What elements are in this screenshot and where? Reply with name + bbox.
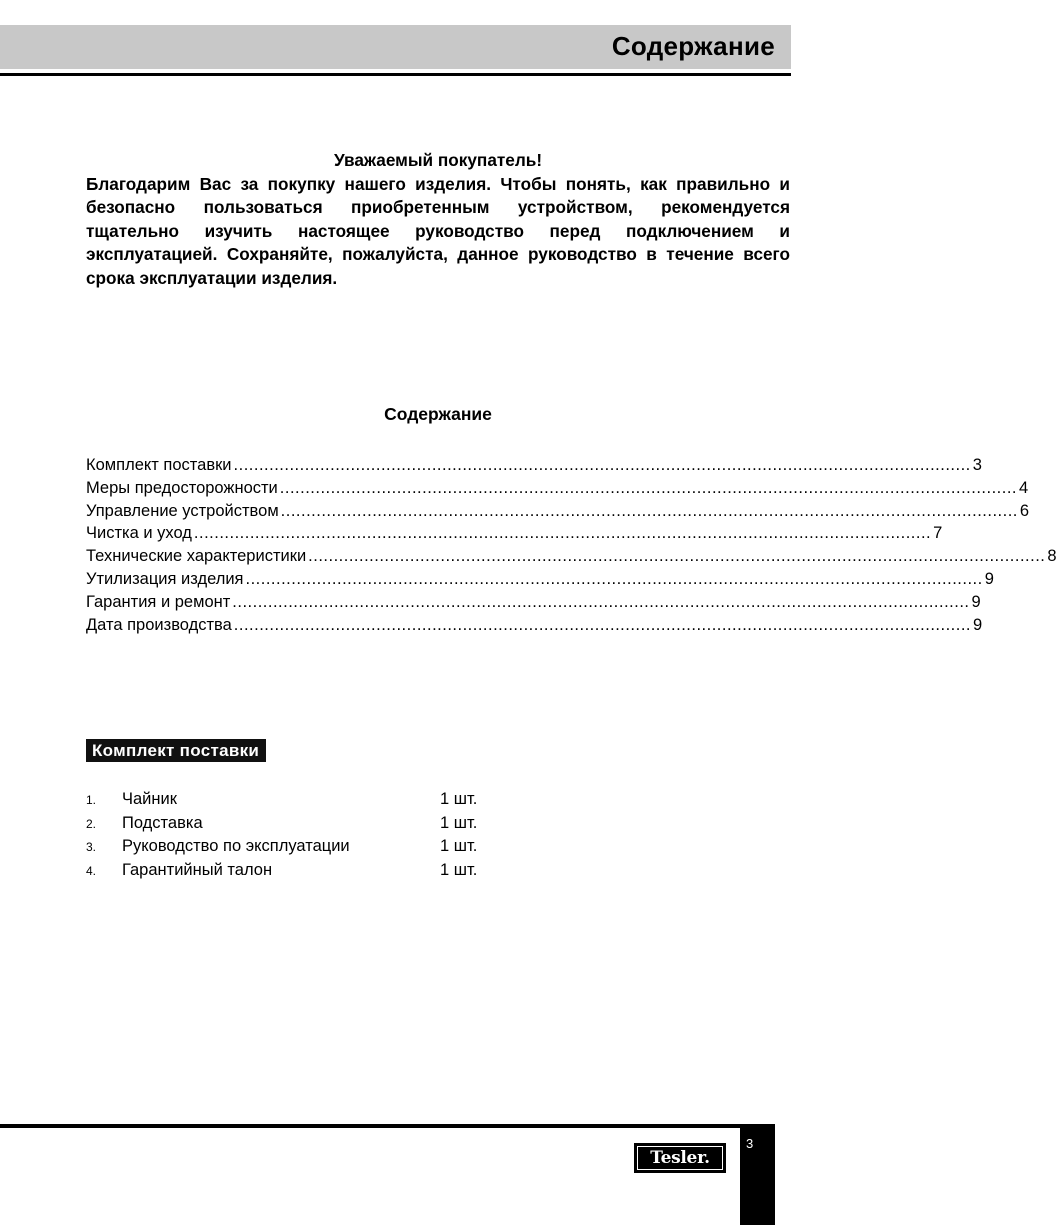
header-divider — [0, 73, 791, 76]
toc-leader-dots: ................................................................................................................................................. — [245, 569, 983, 588]
kit-item-quantity: 1 шт. — [440, 861, 478, 880]
greeting-block — [86, 149, 790, 290]
kit-item — [86, 859, 586, 883]
kit-item — [86, 788, 586, 812]
kit-item-name: Руководство по эксплуатации — [122, 837, 350, 856]
toc-entry-title: Чистка и уход — [86, 524, 192, 543]
toc-entry-page: 9 — [984, 569, 994, 588]
kit-item — [86, 835, 586, 859]
toc-leader-dots: ................................................................................................................................................. — [233, 615, 971, 634]
toc-entry — [86, 568, 994, 591]
kit-item-quantity: 1 шт. — [440, 837, 478, 856]
kit-item-quantity: 1 шт. — [440, 813, 478, 832]
greeting-body: Благодарим Вас за покупку нашего изделия. Чтобы понять, как правильно и безопасно пользоваться приобретенным устройством, рекомендуется тщательно изучить настоящее руководство перед подключением и эксплуатацией. Сохраняйте, пожалуйста, данное руководство в течение всего срока эксплуатации изделия. — [86, 173, 790, 288]
toc-entry-title: Меры предосторожности — [86, 478, 278, 497]
toc-entry-title: Комплект поставки — [86, 456, 232, 474]
brand-logo-text: Tesler. — [637, 1146, 723, 1170]
kit-item-number: 1. — [86, 793, 97, 807]
kit-item-name: Подставка — [122, 813, 203, 832]
toc-entry-page: 7 — [933, 524, 943, 543]
toc-leader-dots: ................................................................................................................................................. — [193, 524, 932, 543]
toc-leader-dots: ................................................................................................................................................. — [232, 592, 970, 611]
footer-divider — [0, 1124, 775, 1128]
toc-leader-dots: ................................................................................................................................................. — [308, 547, 1046, 566]
toc-entry — [86, 545, 1057, 568]
toc-entry — [86, 522, 943, 545]
toc-entry-page: 9 — [973, 615, 983, 634]
page-title: Содержание — [611, 31, 775, 61]
toc-entry — [86, 454, 982, 477]
kit-item-number: 4. — [86, 864, 97, 879]
toc-entry-title: Дата производства — [86, 615, 232, 634]
table-of-contents — [86, 454, 1057, 636]
kit-list — [86, 788, 586, 883]
section-heading-kit: Комплект поставки — [86, 739, 266, 762]
kit-item-number: 2. — [86, 816, 97, 831]
toc-entry-page: 4 — [1019, 478, 1029, 497]
toc-entry-page: 3 — [972, 456, 982, 474]
toc-entry-title: Технические характеристики — [86, 547, 307, 566]
kit-item-name: Гарантийный талон — [122, 861, 273, 880]
toc-entry-page: 8 — [1047, 547, 1057, 566]
toc-entry — [86, 500, 1030, 523]
toc-leader-dots: ................................................................................................................................................. — [233, 456, 971, 474]
toc-entry-title: Гарантия и ремонт — [86, 592, 231, 611]
toc-heading: Содержание — [384, 404, 492, 424]
toc-leader-dots: ................................................................................................................................................. — [280, 501, 1018, 520]
toc-entry-title: Утилизация изделия — [86, 569, 244, 588]
kit-item — [86, 812, 586, 836]
brand-logo — [634, 1143, 726, 1173]
page-number: 3 — [746, 1136, 754, 1151]
toc-entry — [86, 614, 983, 637]
kit-item-name: Чайник — [122, 790, 177, 808]
toc-entry-page: 9 — [971, 592, 981, 611]
toc-entry — [86, 477, 1029, 500]
toc-entry-page: 6 — [1019, 501, 1030, 520]
toc-entry — [86, 591, 981, 614]
kit-item-number: 3. — [86, 840, 97, 855]
toc-entry-title: Управление устройством — [86, 501, 279, 520]
header-bar — [0, 25, 791, 69]
kit-item-quantity: 1 шт. — [440, 790, 478, 808]
toc-leader-dots: ................................................................................................................................................. — [279, 478, 1017, 497]
greeting-heading: Уважаемый покупатель! — [333, 150, 543, 170]
